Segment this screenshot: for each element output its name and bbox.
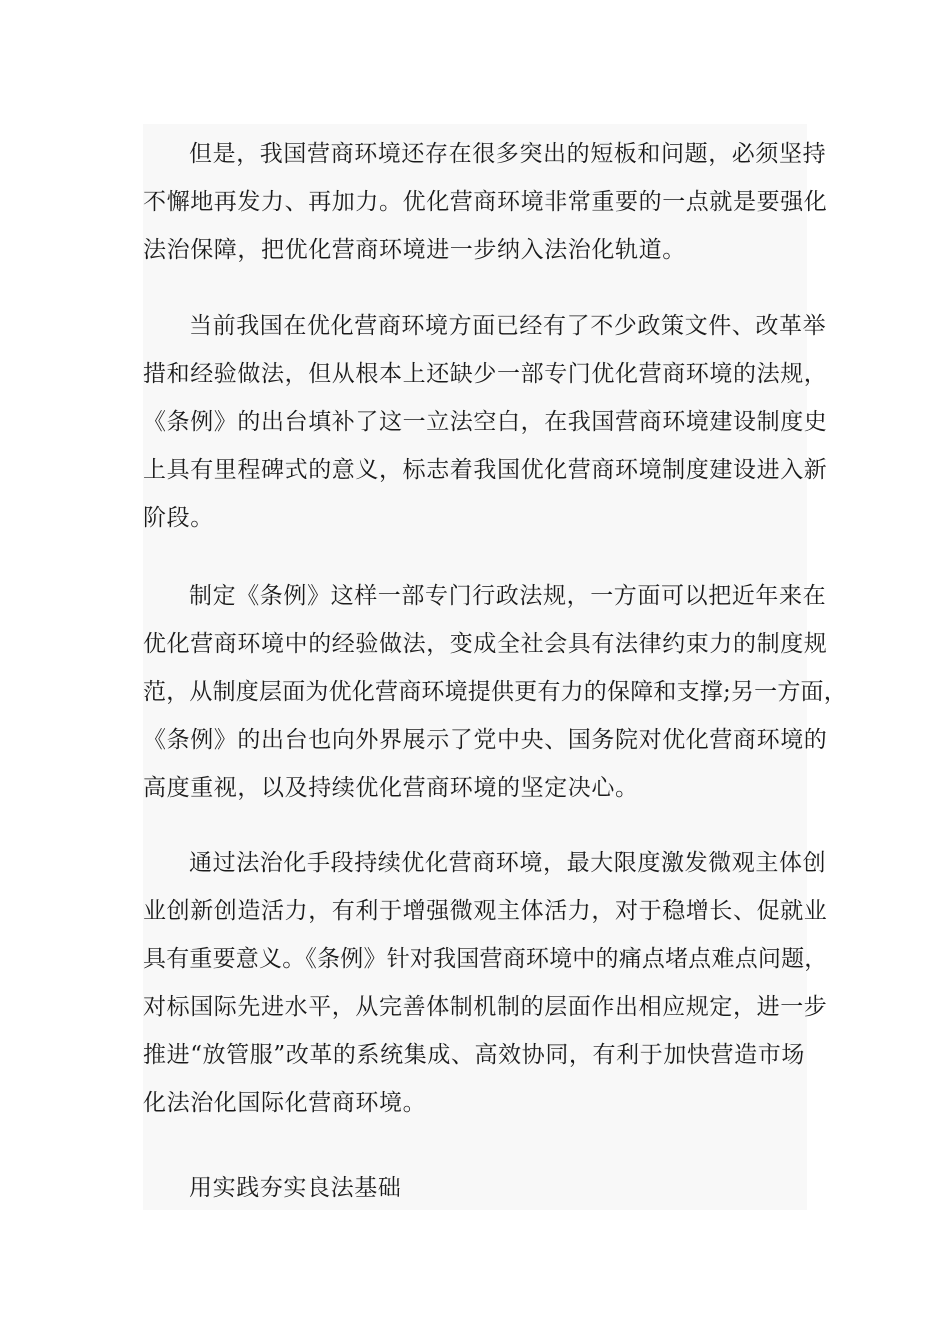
text-line: 高度重视，以及持续优化营商环境的坚定决心。 (143, 775, 639, 801)
text-line: 措和经验做法，但从根本上还缺少一部专门优化营商环境的法规， (143, 361, 828, 387)
text-line: 具有重要意义。《条例》针对我国营商环境中的痛点堵点难点问题， (143, 946, 828, 972)
text-line: 优化营商环境中的经验做法，变成全社会具有法律约束力的制度规 (143, 631, 828, 657)
text-line: 但是，我国营商环境还存在很多突出的短板和问题，必须坚持 (189, 141, 827, 167)
text-line: 对标国际先进水平，从完善体制机制的层面作出相应规定，进一步 (143, 994, 828, 1020)
text-line: 阶段。 (143, 505, 214, 531)
heading-text: 用实践夯实良法基础 (189, 1175, 402, 1201)
paragraph-1 (143, 130, 833, 274)
text-line: 通过法治化手段持续优化营商环境，最大限度激发微观主体创 (189, 850, 827, 876)
document-text-block (143, 124, 847, 1210)
paragraph-4 (143, 839, 833, 1127)
text-line: 化法治化国际化营商环境。 (143, 1090, 427, 1116)
text-line: 法治保障，把优化营商环境进一步纳入法治化轨道。 (143, 237, 686, 263)
paragraph-2 (143, 302, 833, 542)
text-line: 制定《条例》这样一部专门行政法规，一方面可以把近年来在 (189, 583, 827, 609)
text-line: 推进“放管服”改革的系统集成、高效协同，有利于加快营造市场 (143, 1042, 805, 1068)
text-line: 范，从制度层面为优化营商环境提供更有力的保障和支撑;另一方面， (143, 679, 847, 705)
text-line: 不懈地再发力、再加力。优化营商环境非常重要的一点就是要强化 (143, 189, 828, 215)
text-line: 当前我国在优化营商环境方面已经有了不少政策文件、改革举 (189, 313, 827, 339)
section-heading (143, 1164, 833, 1212)
text-line: 《条例》的出台填补了这一立法空白，在我国营商环境建设制度史 (143, 409, 828, 435)
text-line: 业创新创造活力，有利于增强微观主体活力，对于稳增长、促就业 (143, 898, 828, 924)
text-line: 《条例》的出台也向外界展示了党中央、国务院对优化营商环境的 (143, 727, 828, 753)
text-line: 上具有里程碑式的意义，标志着我国优化营商环境制度建设进入新 (143, 457, 828, 483)
paragraph-3 (143, 572, 847, 812)
